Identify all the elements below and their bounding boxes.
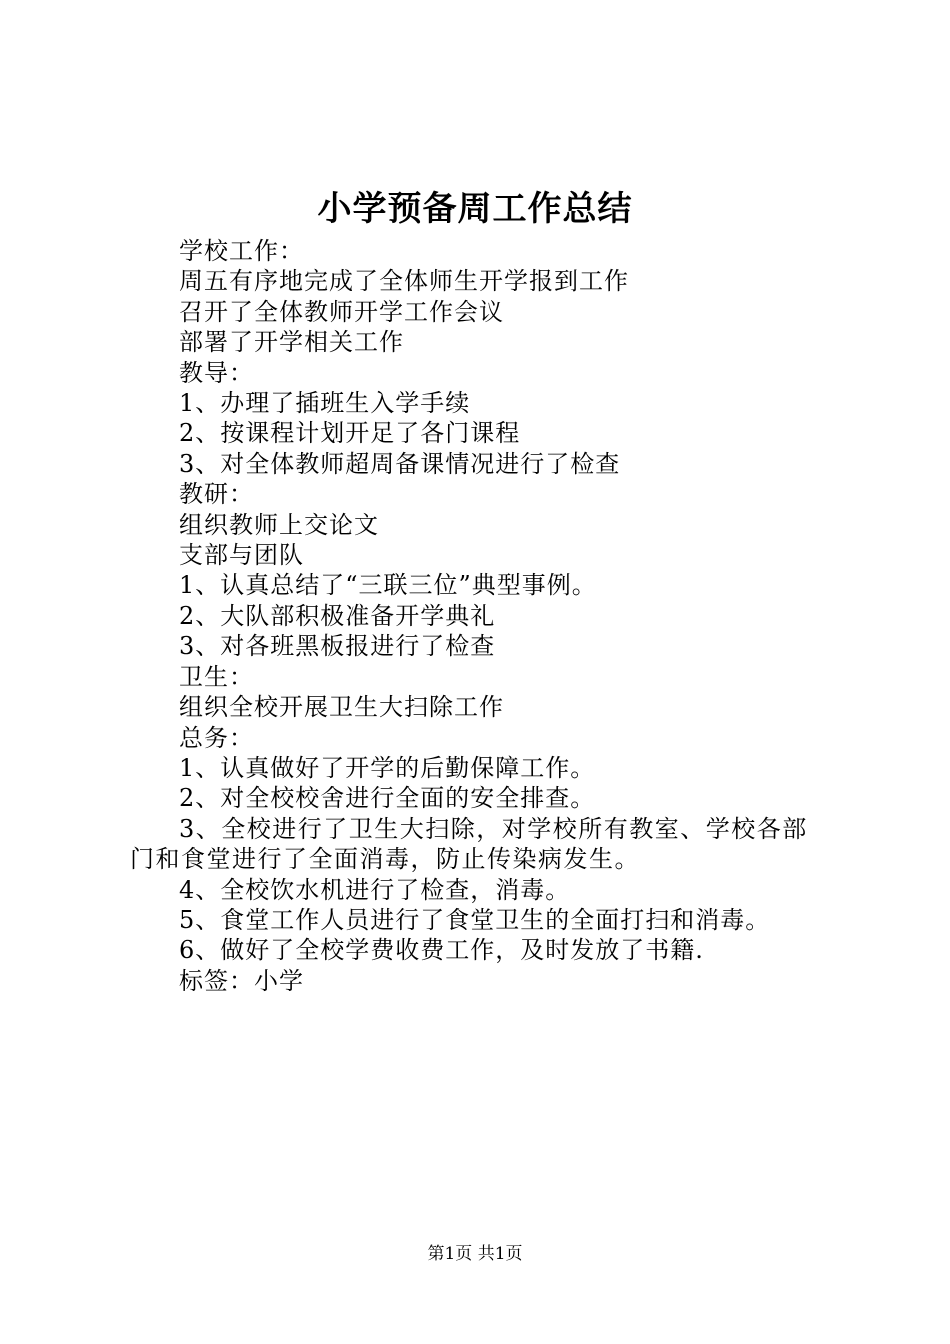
document-body	[130, 236, 830, 996]
section-heading-research: 教研：	[179, 480, 254, 509]
list-item: 3、对各班黑板报进行了检查	[179, 632, 496, 661]
list-item: 3、全校进行了卫生大扫除，对学校所有教室、学校各部门和食堂进行了全面消毒，防止传染病发生。	[130, 814, 808, 874]
paragraph-line: 召开了全体教师开学工作会议	[179, 297, 504, 326]
list-item: 3、对全体教师超周备课情况进行了检查	[179, 449, 621, 478]
section-heading-general-affairs: 总务：	[179, 723, 254, 752]
section-heading-school: 学校工作：	[179, 237, 304, 265]
paragraph-line: 组织教师上交论文	[179, 510, 379, 539]
list-item: 1、认真总结了“三联三位”典型事例。	[179, 571, 597, 600]
list-item: 1、办理了插班生入学手续	[179, 389, 471, 418]
paragraph-line: 周五有序地完成了全体师生开学报到工作	[179, 267, 629, 296]
section-heading-branch: 支部与团队	[179, 541, 304, 570]
paragraph-line: 部署了开学相关工作	[179, 328, 404, 357]
page-footer: 第1页 共1页	[427, 1244, 523, 1264]
list-item: 1、认真做好了开学的后勤保障工作。	[179, 753, 596, 782]
list-item: 2、按课程计划开足了各门课程	[179, 419, 521, 448]
section-heading-hygiene: 卫生：	[179, 662, 254, 691]
list-item: 2、对全校校舍进行全面的安全排查。	[179, 784, 596, 813]
paragraph-line: 组织全校开展卫生大扫除工作	[179, 693, 504, 722]
list-item: 2、大队部积极准备开学典礼	[179, 601, 496, 630]
list-item: 5、食堂工作人员进行了食堂卫生的全面打扫和消毒。	[179, 905, 771, 934]
document-title: 小学预备周工作总结	[317, 189, 633, 229]
section-heading-teaching: 教导：	[179, 358, 254, 387]
list-item: 4、全校饮水机进行了检查，消毒。	[179, 875, 571, 904]
tags-line: 标签：小学	[179, 966, 304, 995]
list-item: 6、做好了全校学费收费工作，及时发放了书籍.	[179, 936, 704, 965]
